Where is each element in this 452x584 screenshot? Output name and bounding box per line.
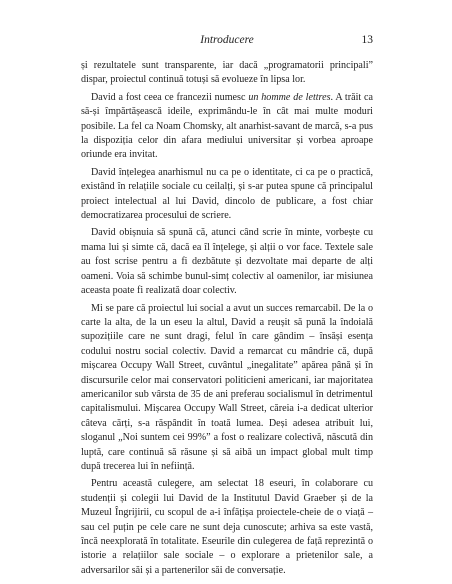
paragraph-text-tail: . A trăit ca să-și împărtășească ideile, exprimându-le în cât mai multe moduri posibile. La fel ca Noam Chomsky, alt anarhist-savant de marcă, s-a pus la dispoziția celor din afara mediului universitar și vorbea aproape oriunde era invitat. (81, 91, 374, 161)
page-number: 13 (361, 34, 373, 46)
paragraph: și rezultatele sunt transparente, iar dacă „programatorii principali” dispar, proiectul continuă totuși să evolueze în lipsa lor. (81, 60, 373, 86)
body-text (81, 59, 373, 581)
paragraph: Mi se pare că proiectul lui social a avut un succes remarcabil. De la o carte la alta, de la un eseu la altul, David a reușit să pună la îndoială supozițiile care ne sunt dragi, felul în care gândim – însăși esența codului nostru social colectiv. David a remarcat cu mândrie că, după mișcarea Occupy Wall Street, cuvântul „inegalitate” apărea până și în discursurile celor mai conservatori politicieni americani, iar majoritatea americanilor sub vârsta de 35 de ani preferau socialismul în detrimentul capitalismului. Mișcarea Occupy Wall Street, căreia i-a dedicat ulterior câteva cărți, s-a răspândit în toată lumea. Deși adesea atribuit lui, sloganul „Noi suntem cei 99%” a fost o realizare colectivă, născută din luptă, care continuă să răsune și să aibă un impact global mult timp după trecerea lui în neființă. (81, 302, 373, 472)
section-title: Introducere (200, 34, 254, 46)
paragraph-text-lead: David a fost ceea ce francezii numesc (91, 91, 249, 103)
running-header (81, 34, 373, 50)
paragraph: David obișnuia să spună că, atunci când scrie în minte, vorbește cu mama lui și simte că, dacă ea îl înțelege, și alții o vor face. Textele sale au fost scrise pentru a fi dezbătute și dezvoltate mai departe de alți oameni. Voia să schimbe bunul-simț colectiv al oamenilor, iar misiunea aceasta poate fi realizată doar colectiv. (81, 227, 373, 297)
paragraph: David înțelegea anarhismul nu ca pe o identitate, ci ca pe o practică, existând în relațiile sociale cu ceilalți, și s-ar putea spune că principalul proiect intelectual al lui David, dincolo de publicare, a fost chiar democratizarea procesului de scriere. (81, 166, 373, 222)
paragraph: Pentru această culegere, am selectat 18 eseuri, în colaborare cu studenții și colegii lui David de la Institutul David Graeber și de la Muzeul Îngrijirii, cu scopul de a-i înfățișa proiectele-cheie de o viață – sau cel puțin pe cele care ne sunt deja cunoscute; arhiva sa este vastă, încă neexplorată în totalitate. Eseurile din culegerea de față reprezintă o istorie a relațiilor sale sociale – o explorare a prietenilor sale, a adversarilor săi și a partenerilor săi de conversație. (81, 478, 373, 576)
paragraph (81, 91, 373, 163)
italic-phrase: un homme de lettres (248, 91, 331, 103)
